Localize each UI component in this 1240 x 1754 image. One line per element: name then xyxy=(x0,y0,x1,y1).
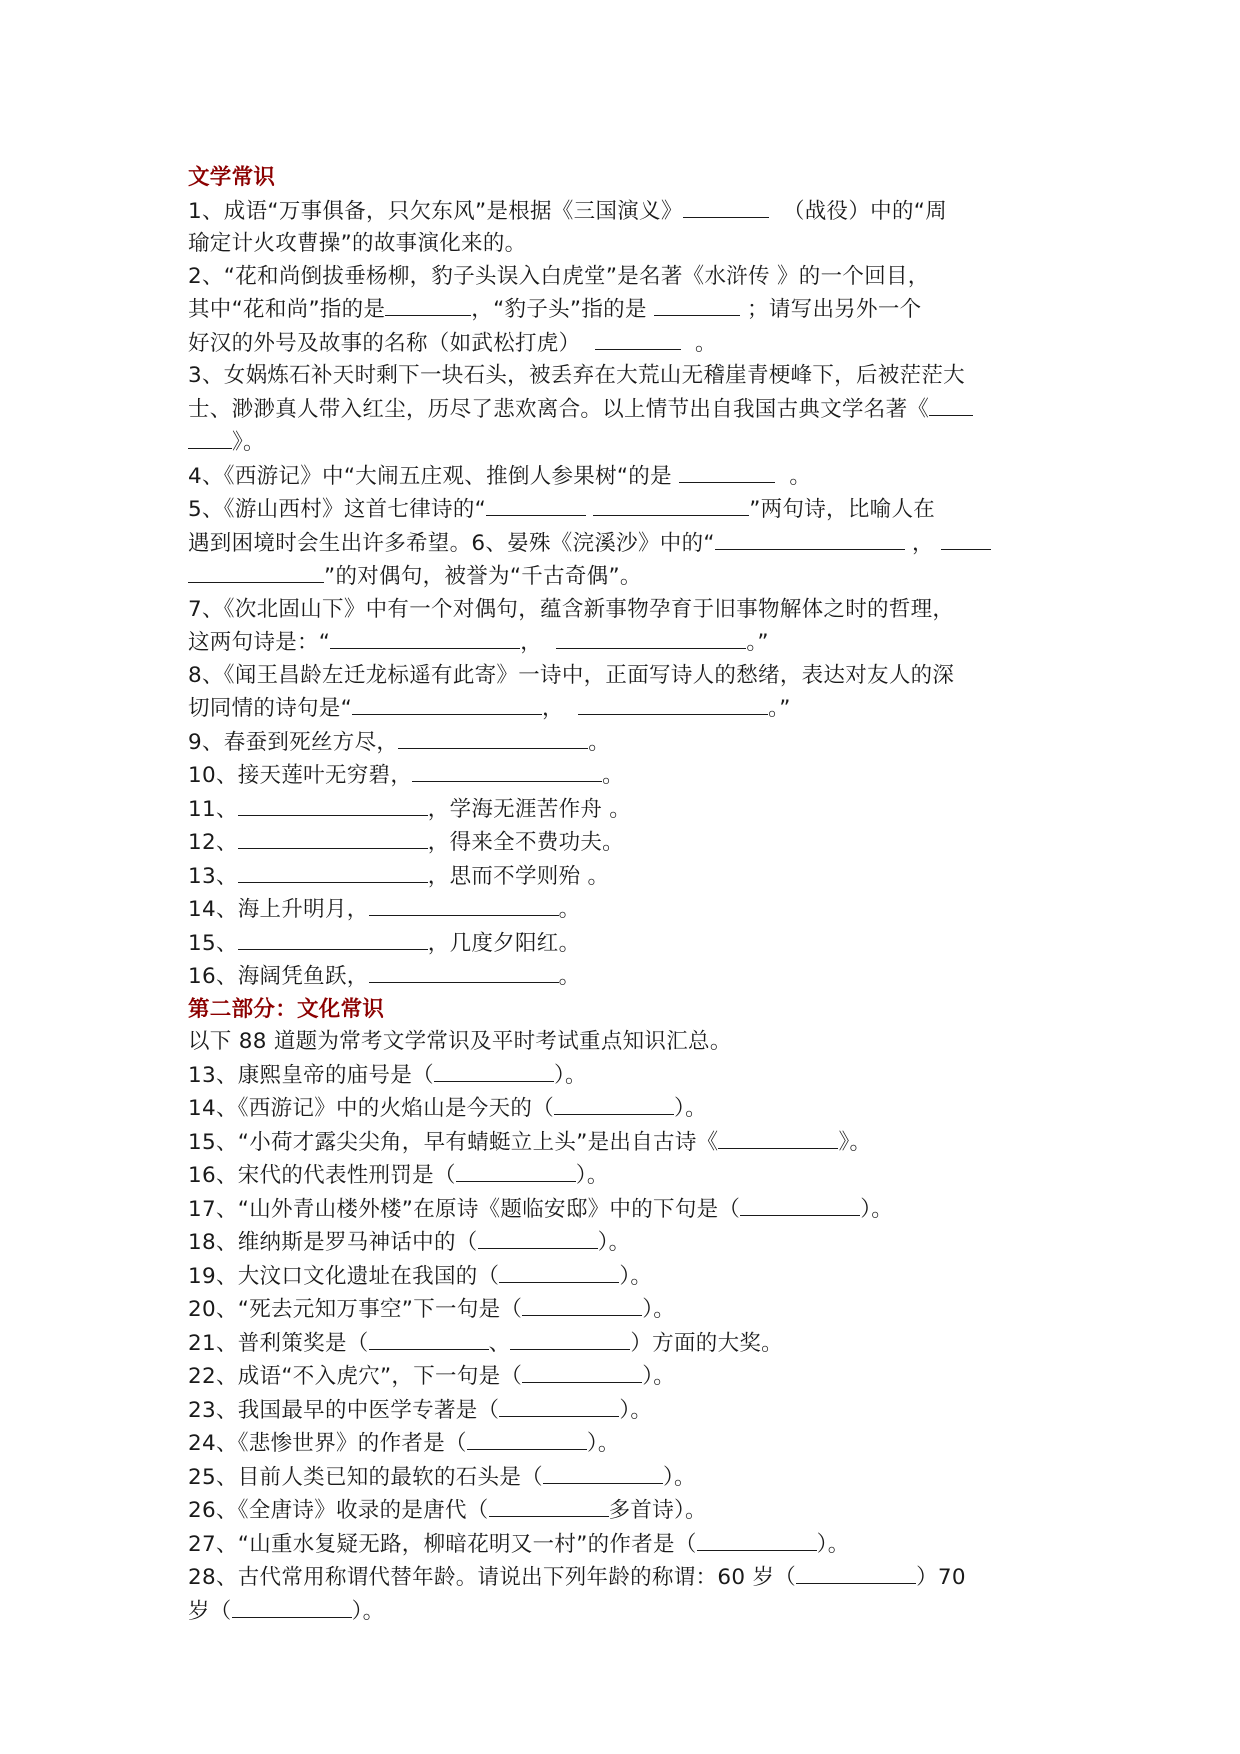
section-title-literature: 文学常识 xyxy=(188,165,276,190)
answer-blank[interactable] xyxy=(556,626,746,649)
answer-blank[interactable] xyxy=(740,1193,860,1216)
answer-blank[interactable] xyxy=(385,293,471,316)
culture-question: 22、成语“不入虎穴”，下一句是（ ）。 xyxy=(188,1360,1058,1394)
answer-blank[interactable] xyxy=(369,893,559,916)
question-1: 1、成语“万事俱备，只欠东风”是根据《三国演义》 （战役）中的“周 xyxy=(188,195,1058,229)
question-5: 5、《游山西村》这首七律诗的“ ”两句诗，比喻人在 xyxy=(188,493,1058,527)
question-3-cont2: 》。 xyxy=(188,426,1058,460)
culture-question: 23、我国最早的中医学专著是（ ）。 xyxy=(188,1394,1058,1428)
question-3: 3、女娲炼石补天时剩下一块石头，被丢弃在大荒山无稽崖青梗峰下，后被茫茫大 xyxy=(188,363,965,388)
question-4: 4、《西游记》中“大闹五庄观、推倒人参果树“的是 。 xyxy=(188,460,1058,494)
section-intro: 以下 88 道题为常考文学常识及平时考试重点知识汇总。 xyxy=(188,1029,732,1054)
culture-question-21: 21、普利策奖是（ 、 ）方面的大奖。 xyxy=(188,1327,1058,1361)
answer-blank[interactable] xyxy=(554,1092,674,1115)
answer-blank[interactable] xyxy=(578,692,768,715)
culture-question-26: 26、《全唐诗》收录的是唐代（ 多首诗）。 xyxy=(188,1494,1058,1528)
culture-question: 17、“山外青山楼外楼”在原诗《题临安邸》中的下句是（ ）。 xyxy=(188,1193,1058,1227)
answer-blank[interactable] xyxy=(369,960,559,983)
culture-question-28-cont: 岁（ ）。 xyxy=(188,1595,1058,1629)
answer-blank[interactable] xyxy=(486,493,586,516)
question-8: 8、《闻王昌龄左迁龙标遥有此寄》一诗中，正面写诗人的愁绪，表达对友人的深 xyxy=(188,662,955,688)
answer-blank[interactable] xyxy=(238,927,428,950)
answer-blank[interactable] xyxy=(718,1126,838,1149)
culture-question-27: 27、“山重水复疑无路，柳暗花明又一村”的作者是（ ）。 xyxy=(188,1528,1058,1562)
answer-blank[interactable] xyxy=(929,393,973,416)
answer-blank[interactable] xyxy=(941,527,991,550)
question-9: 9、春蚕到死丝方尽， 。 xyxy=(188,726,1058,760)
answer-blank[interactable] xyxy=(456,1159,576,1182)
answer-blank[interactable] xyxy=(238,826,428,849)
answer-blank[interactable] xyxy=(697,1528,817,1551)
question-16: 16、海阔凭鱼跃， 。 xyxy=(188,960,1058,994)
answer-blank[interactable] xyxy=(499,1260,619,1283)
answer-blank[interactable] xyxy=(330,626,520,649)
answer-blank[interactable] xyxy=(522,1360,642,1383)
answer-blank[interactable] xyxy=(238,860,428,883)
answer-blank[interactable] xyxy=(499,1394,619,1417)
answer-blank[interactable] xyxy=(510,1327,630,1350)
question-1-cont: 瑜定计火攻曹操”的故事演化来的。 xyxy=(188,231,527,256)
answer-blank[interactable] xyxy=(188,560,324,583)
question-14: 14、海上升明月， 。 xyxy=(188,893,1058,927)
culture-question: 13、康熙皇帝的庙号是（ ）。 xyxy=(188,1059,1058,1093)
question-5-cont: 遇到困境时会生出许多希望。6、晏殊《浣溪沙》中的“ ， xyxy=(188,527,1058,561)
culture-question: 18、维纳斯是罗马神话中的（ ）。 xyxy=(188,1226,1058,1260)
answer-blank[interactable] xyxy=(352,692,542,715)
document-page xyxy=(188,162,1058,1628)
culture-question: 25、目前人类已知的最软的石头是（ ）。 xyxy=(188,1461,1058,1495)
answer-blank[interactable] xyxy=(679,460,775,483)
answer-blank[interactable] xyxy=(654,293,740,316)
culture-question: 20、“死去元知万事空”下一句是（ ）。 xyxy=(188,1293,1058,1327)
answer-blank[interactable] xyxy=(683,195,769,218)
answer-blank[interactable] xyxy=(796,1561,916,1584)
question-2-cont: 其中“花和尚”指的是 ，“豹子头”指的是 ；请写出另外一个 xyxy=(188,293,1058,327)
answer-blank[interactable] xyxy=(593,493,749,516)
culture-question: 24、《悲惨世界》的作者是（ ）。 xyxy=(188,1427,1058,1461)
culture-question: 14、《西游记》中的火焰山是今天的（ ）。 xyxy=(188,1092,1058,1126)
answer-blank[interactable] xyxy=(595,327,681,350)
answer-blank[interactable] xyxy=(398,726,588,749)
answer-blank[interactable] xyxy=(369,1327,489,1350)
question-10: 10、接天莲叶无穷碧， 。 xyxy=(188,759,1058,793)
question-3-cont: 士、渺渺真人带入红尘，历尽了悲欢离合。以上情节出自我国古典文学名著《 xyxy=(188,393,1058,427)
culture-question-28: 28、古代常用称谓代替年龄。请说出下列年龄的称谓：60 岁（ ）70 xyxy=(188,1561,1058,1595)
question-8-cont: 切同情的诗句是“ ， 。” xyxy=(188,692,1058,726)
answer-blank[interactable] xyxy=(412,759,602,782)
question-2-cont2: 好汉的外号及故事的名称（如武松打虎） 。 xyxy=(188,327,1058,361)
answer-blank[interactable] xyxy=(522,1293,642,1316)
question-7: 7、《次北固山下》中有一个对偶句，蕴含新事物孕育于旧事物解体之时的哲理， xyxy=(188,596,955,622)
answer-blank[interactable] xyxy=(715,527,905,550)
section-title-culture: 第二部分：文化常识 xyxy=(188,996,385,1022)
question-11: 11、 ，学海无涯苦作舟 。 xyxy=(188,793,1058,827)
question-12: 12、 ，得来全不费功夫。 xyxy=(188,826,1058,860)
answer-blank[interactable] xyxy=(238,793,428,816)
question-13: 13、 ，思而不学则殆 。 xyxy=(188,860,1058,894)
culture-question: 19、大汶口文化遗址在我国的（ ）。 xyxy=(188,1260,1058,1294)
question-6-cont: ”的对偶句，被誉为“千古奇偶”。 xyxy=(188,560,1058,594)
culture-question: 15、“小荷才露尖尖角，早有蜻蜓立上头”是出自古诗《 》。 xyxy=(188,1126,1058,1160)
question-7-cont: 这两句诗是：“ ， 。” xyxy=(188,626,1058,660)
answer-blank[interactable] xyxy=(434,1059,554,1082)
culture-question: 16、宋代的代表性刑罚是（ ）。 xyxy=(188,1159,1058,1193)
answer-blank[interactable] xyxy=(188,426,232,449)
question-15: 15、 ，几度夕阳红。 xyxy=(188,927,1058,961)
answer-blank[interactable] xyxy=(489,1494,609,1517)
answer-blank[interactable] xyxy=(232,1595,352,1618)
answer-blank[interactable] xyxy=(478,1226,598,1249)
answer-blank[interactable] xyxy=(543,1461,663,1484)
answer-blank[interactable] xyxy=(467,1427,587,1450)
question-2: 2、“花和尚倒拔垂杨柳，豹子头误入白虎堂”是名著《水浒传 》的一个回目， xyxy=(188,263,930,289)
